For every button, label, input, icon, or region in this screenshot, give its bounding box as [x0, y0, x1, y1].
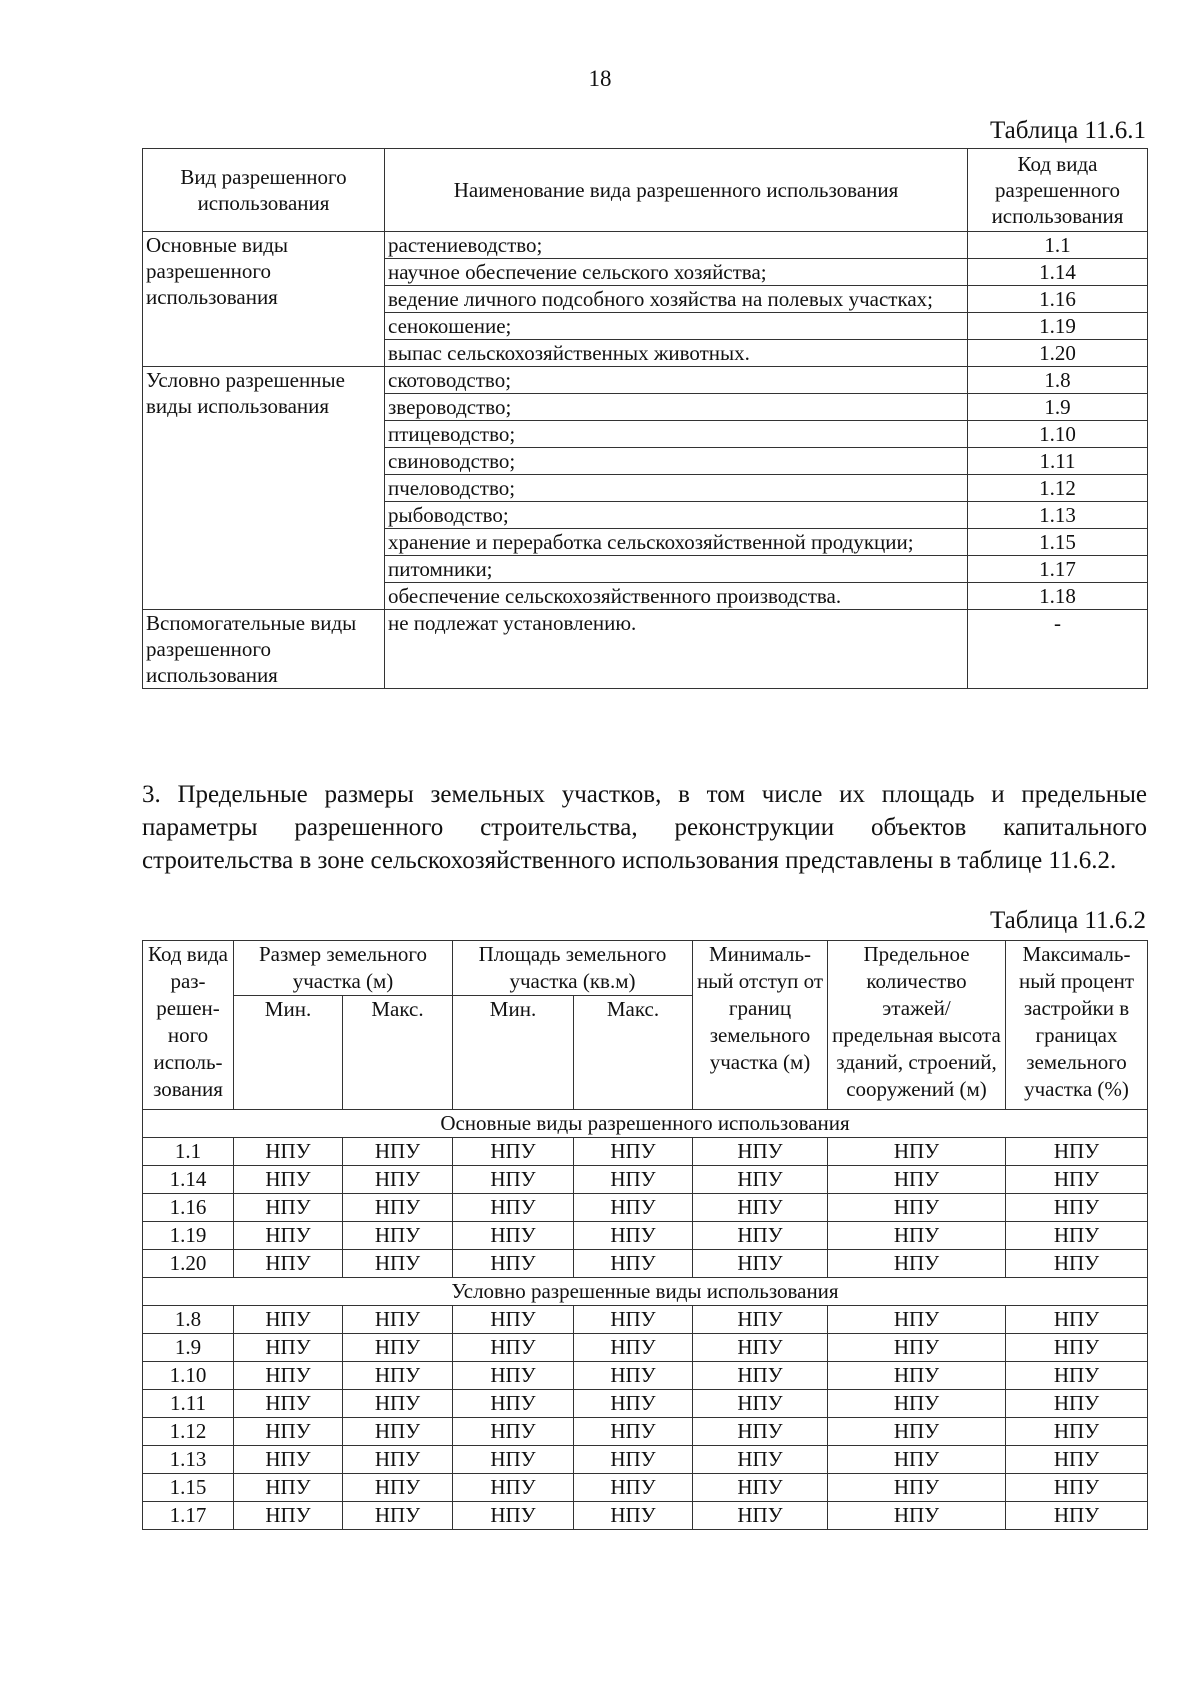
value-cell: НПУ [693, 1250, 828, 1278]
use-code-cell: 1.12 [968, 475, 1148, 502]
value-cell: НПУ [1006, 1306, 1148, 1334]
column-header: Площадь земельного участка (кв.м) [453, 941, 693, 996]
value-cell: НПУ [234, 1194, 343, 1222]
value-cell: НПУ [828, 1362, 1006, 1390]
value-cell: НПУ [693, 1334, 828, 1362]
value-cell: НПУ [693, 1194, 828, 1222]
value-cell: НПУ [234, 1166, 343, 1194]
value-cell: НПУ [343, 1334, 453, 1362]
use-category-cell: Условно разрешенные виды использования [143, 367, 385, 610]
use-code-cell: - [968, 610, 1148, 689]
value-cell: НПУ [693, 1502, 828, 1530]
value-cell: НПУ [828, 1418, 1006, 1446]
code-cell: 1.11 [143, 1390, 234, 1418]
permitted-use-table [142, 148, 1148, 689]
code-cell: 1.12 [143, 1418, 234, 1446]
value-cell: НПУ [693, 1138, 828, 1166]
value-cell: НПУ [693, 1474, 828, 1502]
value-cell: НПУ [1006, 1502, 1148, 1530]
value-cell: НПУ [693, 1166, 828, 1194]
value-cell: НПУ [343, 1362, 453, 1390]
table-row [143, 1306, 1148, 1334]
use-code-cell: 1.10 [968, 421, 1148, 448]
value-cell: НПУ [343, 1502, 453, 1530]
column-header: Вид разрешенного использования [143, 149, 385, 232]
value-cell: НПУ [343, 1418, 453, 1446]
value-cell: НПУ [343, 1138, 453, 1166]
value-cell: НПУ [828, 1334, 1006, 1362]
value-cell: НПУ [234, 1446, 343, 1474]
column-header: Предельное количество этажей/ предельная высота зданий, строений, сооружений (м) [828, 941, 1006, 1110]
value-cell: НПУ [693, 1390, 828, 1418]
code-cell: 1.9 [143, 1334, 234, 1362]
paragraph-text: 3. Предельные размеры земельных участков, в том числе их площадь и предельные параметры разрешенного строительства, реконструкции объектов капитального строительства в зоне сельскохозяйственного использования представлены в таблице 11.6.2. [142, 781, 1147, 874]
value-cell: НПУ [574, 1502, 693, 1530]
value-cell: НПУ [1006, 1474, 1148, 1502]
table-row [143, 1474, 1148, 1502]
value-cell: НПУ [453, 1446, 574, 1474]
use-code-cell: 1.1 [968, 232, 1148, 259]
column-header: Наименование вида разрешенного использования [385, 149, 968, 232]
value-cell: НПУ [234, 1306, 343, 1334]
table-row [143, 367, 1148, 394]
value-cell: НПУ [453, 1222, 574, 1250]
use-name-cell: ведение личного подсобного хозяйства на полевых участках; [385, 286, 968, 313]
value-cell: НПУ [574, 1222, 693, 1250]
value-cell: НПУ [453, 1250, 574, 1278]
table-row [143, 1418, 1148, 1446]
value-cell: НПУ [574, 1390, 693, 1418]
code-cell: 1.15 [143, 1474, 234, 1502]
value-cell: НПУ [1006, 1418, 1148, 1446]
value-cell: НПУ [1006, 1446, 1148, 1474]
column-header: Размер земельного участка (м) [234, 941, 453, 996]
value-cell: НПУ [343, 1306, 453, 1334]
use-code-cell: 1.14 [968, 259, 1148, 286]
value-cell: НПУ [1006, 1222, 1148, 1250]
value-cell: НПУ [234, 1250, 343, 1278]
table-row [143, 1390, 1148, 1418]
value-cell: НПУ [828, 1446, 1006, 1474]
value-cell: НПУ [693, 1446, 828, 1474]
value-cell: НПУ [343, 1250, 453, 1278]
code-cell: 1.17 [143, 1502, 234, 1530]
value-cell: НПУ [453, 1194, 574, 1222]
column-header: Код вида раз-решен-ного исполь-зования [143, 941, 234, 1110]
use-name-cell: выпас сельскохозяйственных животных. [385, 340, 968, 367]
value-cell: НПУ [453, 1362, 574, 1390]
value-cell: НПУ [574, 1138, 693, 1166]
code-cell: 1.8 [143, 1306, 234, 1334]
code-cell: 1.14 [143, 1166, 234, 1194]
value-cell: НПУ [343, 1390, 453, 1418]
value-cell: НПУ [574, 1334, 693, 1362]
use-name-cell: питомники; [385, 556, 968, 583]
value-cell: НПУ [693, 1362, 828, 1390]
use-code-cell: 1.8 [968, 367, 1148, 394]
use-name-cell: хранение и переработка сельскохозяйственной продукции; [385, 529, 968, 556]
table-caption: Таблица 11.6.2 [990, 907, 1146, 934]
table-caption: Таблица 11.6.1 [990, 117, 1146, 144]
section-row [143, 1278, 1148, 1306]
value-cell: НПУ [574, 1446, 693, 1474]
value-cell: НПУ [343, 1446, 453, 1474]
value-cell: НПУ [828, 1166, 1006, 1194]
use-name-cell: рыбоводство; [385, 502, 968, 529]
column-header: Мин. [453, 996, 574, 1110]
code-cell: 1.16 [143, 1194, 234, 1222]
value-cell: НПУ [574, 1250, 693, 1278]
value-cell: НПУ [343, 1222, 453, 1250]
table-row [143, 1446, 1148, 1474]
use-name-cell: научное обеспечение сельского хозяйства; [385, 259, 968, 286]
column-header: Минималь-ный отступ от границ земельного участка (м) [693, 941, 828, 1110]
code-cell: 1.20 [143, 1250, 234, 1278]
code-cell: 1.19 [143, 1222, 234, 1250]
use-name-cell: обеспечение сельскохозяйственного производства. [385, 583, 968, 610]
value-cell: НПУ [234, 1390, 343, 1418]
use-name-cell: свиноводство; [385, 448, 968, 475]
use-code-cell: 1.20 [968, 340, 1148, 367]
value-cell: НПУ [828, 1474, 1006, 1502]
value-cell: НПУ [1006, 1362, 1148, 1390]
value-cell: НПУ [234, 1362, 343, 1390]
use-category-cell: Основные виды разрешенного использования [143, 232, 385, 367]
use-name-cell: звероводство; [385, 394, 968, 421]
use-code-cell: 1.11 [968, 448, 1148, 475]
use-name-cell: не подлежат установлению. [385, 610, 968, 689]
table-row [143, 1138, 1148, 1166]
column-header: Макс. [343, 996, 453, 1110]
use-code-cell: 1.9 [968, 394, 1148, 421]
value-cell: НПУ [1006, 1194, 1148, 1222]
table-row [143, 1194, 1148, 1222]
value-cell: НПУ [453, 1334, 574, 1362]
table-row [143, 1502, 1148, 1530]
value-cell: НПУ [234, 1418, 343, 1446]
use-name-cell: сенокошение; [385, 313, 968, 340]
value-cell: НПУ [1006, 1138, 1148, 1166]
section-title: Условно разрешенные виды использования [143, 1278, 1148, 1306]
use-category-cell: Вспомогательные виды разрешенного использования [143, 610, 385, 689]
value-cell: НПУ [453, 1474, 574, 1502]
value-cell: НПУ [453, 1502, 574, 1530]
column-header: Максималь-ный процент застройки в границах земельного участка (%) [1006, 941, 1148, 1110]
column-header: Мин. [234, 996, 343, 1110]
value-cell: НПУ [453, 1390, 574, 1418]
value-cell: НПУ [574, 1418, 693, 1446]
value-cell: НПУ [828, 1138, 1006, 1166]
use-code-cell: 1.18 [968, 583, 1148, 610]
value-cell: НПУ [343, 1194, 453, 1222]
code-cell: 1.1 [143, 1138, 234, 1166]
value-cell: НПУ [1006, 1334, 1148, 1362]
value-cell: НПУ [693, 1418, 828, 1446]
section-title: Основные виды разрешенного использования [143, 1110, 1148, 1138]
value-cell: НПУ [693, 1222, 828, 1250]
section-row [143, 1110, 1148, 1138]
table-header-row [143, 149, 1148, 232]
use-name-cell: птицеводство; [385, 421, 968, 448]
table-row [143, 610, 1148, 689]
table-row [143, 1222, 1148, 1250]
table-row [143, 1334, 1148, 1362]
use-code-cell: 1.17 [968, 556, 1148, 583]
use-code-cell: 1.13 [968, 502, 1148, 529]
value-cell: НПУ [828, 1222, 1006, 1250]
value-cell: НПУ [574, 1306, 693, 1334]
value-cell: НПУ [828, 1390, 1006, 1418]
table-header-row [143, 941, 1148, 996]
value-cell: НПУ [828, 1502, 1006, 1530]
value-cell: НПУ [234, 1334, 343, 1362]
table-row [143, 1250, 1148, 1278]
use-code-cell: 1.15 [968, 529, 1148, 556]
value-cell: НПУ [453, 1138, 574, 1166]
value-cell: НПУ [574, 1474, 693, 1502]
value-cell: НПУ [574, 1194, 693, 1222]
value-cell: НПУ [828, 1250, 1006, 1278]
use-code-cell: 1.16 [968, 286, 1148, 313]
value-cell: НПУ [453, 1418, 574, 1446]
value-cell: НПУ [693, 1306, 828, 1334]
value-cell: НПУ [574, 1166, 693, 1194]
value-cell: НПУ [574, 1362, 693, 1390]
value-cell: НПУ [453, 1166, 574, 1194]
value-cell: НПУ [234, 1222, 343, 1250]
value-cell: НПУ [234, 1138, 343, 1166]
value-cell: НПУ [1006, 1250, 1148, 1278]
value-cell: НПУ [828, 1194, 1006, 1222]
value-cell: НПУ [343, 1474, 453, 1502]
table-row [143, 1166, 1148, 1194]
use-name-cell: растениеводство; [385, 232, 968, 259]
value-cell: НПУ [234, 1474, 343, 1502]
value-cell: НПУ [828, 1306, 1006, 1334]
value-cell: НПУ [453, 1306, 574, 1334]
table-row [143, 232, 1148, 259]
page-number: 18 [588, 66, 612, 91]
code-cell: 1.13 [143, 1446, 234, 1474]
use-code-cell: 1.19 [968, 313, 1148, 340]
column-header: Код вида разрешенного использования [968, 149, 1148, 232]
value-cell: НПУ [234, 1502, 343, 1530]
use-name-cell: пчеловодство; [385, 475, 968, 502]
use-name-cell: скотоводство; [385, 367, 968, 394]
table-row [143, 1362, 1148, 1390]
code-cell: 1.10 [143, 1362, 234, 1390]
parameters-table [142, 940, 1148, 1530]
value-cell: НПУ [1006, 1166, 1148, 1194]
value-cell: НПУ [1006, 1390, 1148, 1418]
column-header: Макс. [574, 996, 693, 1110]
value-cell: НПУ [343, 1166, 453, 1194]
